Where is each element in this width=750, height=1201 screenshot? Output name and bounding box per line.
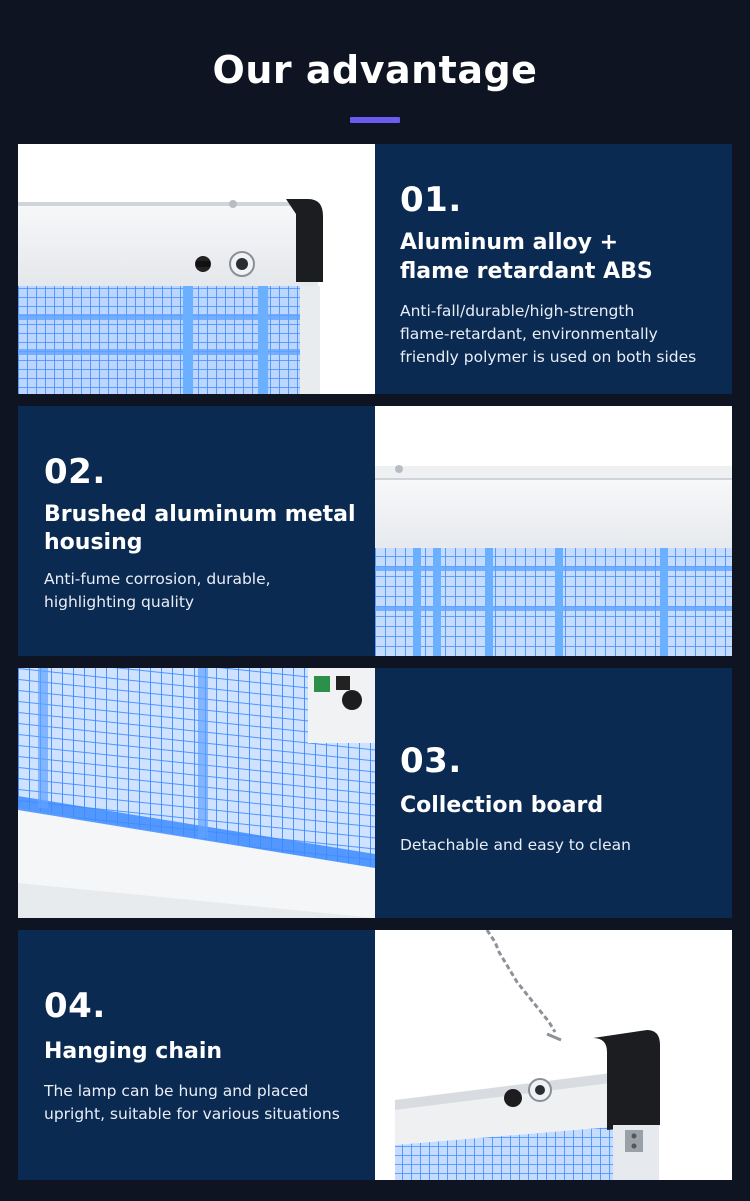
feature-desc-line-3: friendly polymer is used on both sides <box>400 348 697 366</box>
feature-2-text <box>44 406 374 656</box>
feature-1-text <box>400 144 730 394</box>
feature-desc-line-2: upright, suitable for various situations <box>44 1105 340 1123</box>
feature-heading-line-2: flame retardant ABS <box>400 259 653 284</box>
feature-desc-line-2: flame-retardant, environmentally <box>400 325 658 343</box>
feature-heading-line-1: Aluminum alloy + <box>400 230 619 255</box>
feature-number: 02. <box>44 452 106 492</box>
page-title: Our advantage <box>212 48 538 92</box>
feature-number: 03. <box>400 741 462 781</box>
feature-desc-line-1: Anti-fume corrosion, durable, <box>44 570 271 588</box>
feature-3-text <box>400 668 730 918</box>
collection-board-photo <box>18 668 375 918</box>
feature-heading-line-1: Collection board <box>400 793 604 818</box>
hanging-chain-photo <box>375 930 732 1180</box>
feature-desc-line-2: highlighting quality <box>44 593 195 611</box>
feature-heading-line-1: Brushed aluminum metal <box>44 502 356 527</box>
feature-desc-line-1: Detachable and easy to clean <box>400 836 631 854</box>
feature-heading-line-2: housing <box>44 530 143 555</box>
feature-number: 04. <box>44 986 106 1026</box>
feature-card-3 <box>18 668 732 918</box>
title-underline <box>350 117 400 123</box>
feature-heading-line-1: Hanging chain <box>44 1039 223 1064</box>
aluminum-housing-photo <box>375 406 732 656</box>
feature-4-text <box>44 930 374 1180</box>
feature-desc-line-1: Anti-fall/durable/high-strength <box>400 302 635 320</box>
lamp-corner-endcap-photo <box>18 144 375 394</box>
feature-card-1 <box>18 144 732 394</box>
feature-number: 01. <box>400 180 462 220</box>
feature-card-4 <box>18 930 732 1180</box>
feature-desc-line-1: The lamp can be hung and placed <box>44 1082 309 1100</box>
feature-card-2 <box>18 406 732 656</box>
